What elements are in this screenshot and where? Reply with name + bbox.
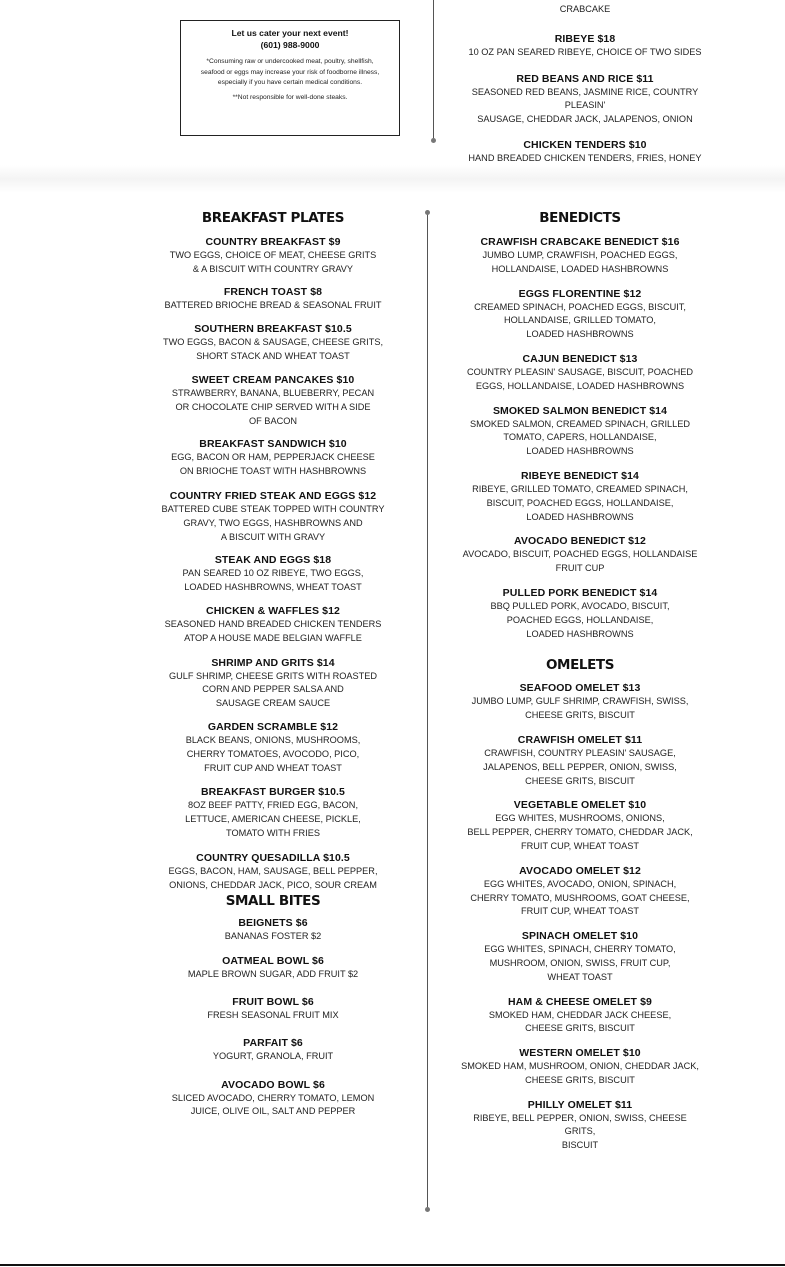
- menu-item-name: RIBEYE $18: [554, 32, 616, 45]
- menu-item-desc: EGG WHITES, SPINACH, CHERRY TOMATO, MUSHROOM, ONION, SWISS, FRUIT CUP, WHEAT TOAST: [484, 944, 676, 982]
- menu-item: [155, 236, 391, 277]
- menu-item: [458, 799, 702, 853]
- menu-item-desc: BANANAS FOSTER $2: [224, 931, 322, 942]
- menu-item-name: BEIGNETS $6: [238, 917, 308, 930]
- bottom-rule: [0, 1264, 785, 1266]
- menu-item-desc: 10 OZ PAN SEARED RIBEYE, CHOICE OF TWO SIDES: [468, 46, 702, 57]
- menu-item-desc: BBQ PULLED PORK, AVOCADO, BISCUIT, POACHED EGGS, HOLLANDAISE, LOADED HASHBROWNS: [490, 600, 670, 639]
- menu-item-desc: EGG, BACON OR HAM, PEPPERJACK CHEESE ON BRIOCHE TOAST WITH HASHBROWNS: [171, 452, 375, 477]
- menu-item-name: COUNTRY BREAKFAST $9: [205, 236, 341, 248]
- menu-item-desc: FRESH SEASONAL FRUIT MIX: [207, 1009, 339, 1020]
- menu-item-name: SEAFOOD OMELET $13: [519, 682, 641, 695]
- menu-item: [452, 3, 718, 17]
- menu-item-name: WESTERN OMELET $10: [519, 1047, 641, 1060]
- menu-item-desc: BATTERED CUBE STEAK TOPPED WITH COUNTRY GRAVY, TWO EGGS, HASHBROWNS AND A BISCUIT WITH GRAVY: [161, 503, 385, 542]
- menu-item: [155, 721, 391, 775]
- menu-item-name: CRAWFISH OMELET $11: [517, 733, 643, 746]
- menu-item-desc: CRABCAKE: [559, 4, 611, 14]
- menu-item-name: COUNTRY QUESADILLA $10.5: [196, 851, 350, 864]
- menu-item-desc: EGGS, BACON, HAM, SAUSAGE, BELL PEPPER, ONIONS, CHEDDAR JACK, PICO, SOUR CREAM: [168, 865, 378, 890]
- menu-item-name: SPINACH OMELET $10: [521, 930, 639, 943]
- menu-item-desc: TWO EGGS, CHOICE OF MEAT, CHEESE GRITS & A BISCUIT WITH COUNTRY GRAVY: [169, 250, 377, 274]
- menu-item-name: FRENCH TOAST $8: [223, 285, 323, 298]
- menu-item-name: CHICKEN TENDERS $10: [523, 138, 647, 151]
- menu-item-name: PHILLY OMELET $11: [527, 1098, 633, 1111]
- menu-item-desc: JUMBO LUMP, GULF SHRIMP, CRAWFISH, SWISS, CHEESE GRITS, BISCUIT: [471, 696, 689, 721]
- menu-item: [155, 374, 391, 428]
- menu-item: [155, 852, 391, 893]
- menu-item: [458, 405, 702, 459]
- menu-item: [155, 1079, 391, 1120]
- menu-item-desc: SMOKED SALMON, CREAMED SPINACH, GRILLED TOMATO, CAPERS, HOLLANDAISE, LOADED HASHBROWNS: [469, 418, 691, 457]
- right-menu-column: [458, 210, 702, 1153]
- menu-item: [155, 438, 391, 479]
- steak-disclaimer: **Not responsible for well-done steaks.: [232, 93, 348, 101]
- menu-item: [458, 734, 702, 788]
- menu-item-name: PULLED PORK BENEDICT $14: [502, 586, 658, 599]
- menu-item-desc: TWO EGGS, BACON & SAUSAGE, CHEESE GRITS, SHORT STACK AND WHEAT TOAST: [162, 337, 384, 362]
- menu-item: [458, 288, 702, 342]
- menu-item-desc: CRAWFISH, COUNTRY PLEASIN' SAUSAGE, JALAPENOS, BELL PEPPER, ONION, SWISS, CHEESE GRITS, BISCUIT: [483, 747, 677, 786]
- menu-item: [155, 554, 391, 595]
- menu-item-name: VEGETABLE OMELET $10: [513, 799, 647, 812]
- menu-item-desc: PAN SEARED 10 OZ RIBEYE, TWO EGGS, LOADED HASHBROWNS, WHEAT TOAST: [182, 568, 364, 593]
- menu-item-desc: 8OZ BEEF PATTY, FRIED EGG, BACON, LETTUCE, AMERICAN CHEESE, PICKLE, TOMATO WITH FRIES: [185, 800, 361, 838]
- page-break: [0, 165, 785, 193]
- menu-item: [155, 996, 391, 1023]
- menu-item: [458, 353, 702, 394]
- divider-bottom-dot: [425, 1207, 430, 1212]
- menu-item: [458, 236, 702, 277]
- menu-item: [458, 470, 702, 524]
- divider-top-dot: [425, 210, 430, 215]
- menu-item-desc: GULF SHRIMP, CHEESE GRITS WITH ROASTED CORN AND PEPPER SALSA AND SAUSAGE CREAM SAUCE: [168, 670, 378, 709]
- menu-item-name: RIBEYE BENEDICT $14: [520, 469, 639, 482]
- menu-item-name: SMOKED SALMON BENEDICT $14: [492, 404, 668, 417]
- menu-item: [458, 996, 702, 1037]
- menu-item: [458, 930, 702, 984]
- catering-title: Let us cater your next event!: [231, 28, 349, 38]
- menu-item-name: STEAK AND EGGS $18: [214, 554, 332, 567]
- menu-item-desc: SEASONED RED BEANS, JASMINE RICE, COUNTRY PLEASIN' SAUSAGE, CHEDDAR JACK, JALAPENOS, ONION: [471, 86, 699, 125]
- menu-item-name: BREAKFAST BURGER $10.5: [201, 786, 345, 799]
- top-right-column: [452, 3, 718, 180]
- menu-item: [458, 865, 702, 919]
- menu-item-desc: SMOKED HAM, CHEDDAR JACK CHEESE, CHEESE GRITS, BISCUIT: [488, 1009, 672, 1034]
- menu-item: [155, 490, 391, 544]
- menu-item-desc: RIBEYE, GRILLED TOMATO, CREAMED SPINACH, BISCUIT, POACHED EGGS, HOLLANDAISE, LOADED HASHBROWNS: [472, 483, 688, 522]
- top-divider-end-dot: [431, 138, 436, 143]
- menu-item: [155, 955, 391, 982]
- menu-item: [155, 323, 391, 364]
- top-column-divider: [433, 0, 434, 140]
- menu-item: [155, 1037, 391, 1064]
- menu-item-desc: COUNTRY PLEASIN' SAUSAGE, BISCUIT, POACHED EGGS, HOLLANDAISE, LOADED HASHBROWNS: [466, 366, 694, 391]
- menu-item-name: SWEET CREAM PANCAKES $10: [191, 373, 355, 386]
- menu-item-name: SOUTHERN BREAKFAST $10.5: [194, 323, 352, 336]
- menu-item-desc: BLACK BEANS, ONIONS, MUSHROOMS, CHERRY TOMATOES, AVOCODO, PICO, FRUIT CUP AND WHEAT TOAST: [185, 734, 361, 773]
- menu-item-desc: SLICED AVOCADO, CHERRY TOMATO, LEMON JUICE, OLIVE OIL, SALT AND PEPPER: [171, 1092, 375, 1117]
- menu-item: [155, 917, 391, 944]
- menu-item-name: GARDEN SCRAMBLE $12: [207, 720, 339, 733]
- menu-item-desc: SEASONED HAND BREADED CHICKEN TENDERS ATOP A HOUSE MADE BELGIAN WAFFLE: [164, 618, 382, 643]
- menu-item-name: COUNTRY FRIED STEAK AND EGGS $12: [169, 489, 377, 502]
- left-menu-column: [155, 210, 391, 1119]
- catering-phone: (601) 988-9000: [260, 40, 320, 50]
- menu-item-name: PARFAIT $6: [243, 1036, 303, 1049]
- menu-item-name: HAM & CHEESE OMELET $9: [508, 995, 652, 1008]
- menu-item: [155, 657, 391, 711]
- section-heading-benedicts: BENEDICTS: [539, 210, 621, 226]
- section-heading-small-bites: SMALL BITES: [225, 893, 321, 910]
- menu-item-name: AVOCADO BENEDICT $12: [514, 535, 646, 548]
- menu-item: [458, 1047, 702, 1088]
- menu-item-desc: JUMBO LUMP, CRAWFISH, POACHED EGGS, HOLLANDAISE, LOADED HASHBROWNS: [482, 250, 678, 274]
- menu-item-name: SHRIMP AND GRITS $14: [211, 656, 335, 669]
- menu-item-desc: EGG WHITES, MUSHROOMS, ONIONS, BELL PEPPER, CHERRY TOMATO, CHEDDAR JACK, FRUIT CUP, WHEAT TOAST: [467, 813, 693, 851]
- menu-item-name: CRAWFISH CRABCAKE BENEDICT $16: [480, 236, 680, 248]
- menu-item-name: RED BEANS AND RICE $11: [516, 72, 654, 85]
- menu-item-desc: AVOCADO, BISCUIT, POACHED EGGS, HOLLANDAISE FRUIT CUP: [462, 549, 698, 574]
- main-column-divider: [427, 213, 428, 1211]
- consumption-warning: *Consuming raw or undercooked meat, poultry, shellfish, seafood or eggs may increase your risk of foodborne illness, especially if you have certain medical conditions.: [200, 58, 380, 86]
- menu-item: [458, 1099, 702, 1153]
- menu-item-name: BREAKFAST SANDWICH $10: [199, 438, 347, 451]
- menu-item-name: AVOCADO BOWL $6: [221, 1078, 325, 1091]
- menu-item-name: CHICKEN & WAFFLES $12: [206, 604, 340, 617]
- menu-item: [155, 786, 391, 840]
- menu-item-name: CAJUN BENEDICT $13: [522, 352, 638, 365]
- menu-item: [458, 682, 702, 723]
- menu-item-name: FRUIT BOWL $6: [232, 995, 314, 1008]
- menu-item-desc: MAPLE BROWN SUGAR, ADD FRUIT $2: [187, 969, 359, 980]
- menu-item-desc: SMOKED HAM, MUSHROOM, ONION, CHEDDAR JACK, CHEESE GRITS, BISCUIT: [461, 1061, 699, 1085]
- section-heading-breakfast-plates: BREAKFAST PLATES: [201, 210, 345, 226]
- menu-item: [458, 587, 702, 641]
- menu-item-name: EGGS FLORENTINE $12: [518, 287, 642, 300]
- menu-item-desc: HAND BREADED CHICKEN TENDERS, FRIES, HONEY: [468, 152, 702, 163]
- menu-item-desc: BATTERED BRIOCHE BREAD & SEASONAL FRUIT: [164, 299, 382, 310]
- menu-item-desc: RIBEYE, BELL PEPPER, ONION, SWISS, CHEESE GRITS, BISCUIT: [473, 1112, 687, 1151]
- menu-item: [155, 286, 391, 313]
- menu-item-desc: STRAWBERRY, BANANA, BLUEBERRY, PECAN OR CHOCOLATE CHIP SERVED WITH A SIDE OF BACON: [171, 387, 375, 426]
- menu-item: [458, 535, 702, 576]
- catering-notice-box: [180, 20, 400, 136]
- menu-item-desc: YOGURT, GRANOLA, FRUIT: [212, 1050, 334, 1061]
- menu-item-desc: EGG WHITES, AVOCADO, ONION, SPINACH, CHERRY TOMATO, MUSHROOMS, GOAT CHEESE, FRUIT CUP, WHEAT TOAST: [470, 878, 690, 917]
- menu-item: [452, 73, 718, 127]
- menu-item: [155, 605, 391, 646]
- menu-item-desc: CREAMED SPINACH, POACHED EGGS, BISCUIT, HOLLANDAISE, GRILLED TOMATO, LOADED HASHBROWNS: [474, 301, 686, 340]
- menu-item-name: AVOCADO OMELET $12: [519, 864, 641, 877]
- menu-item-name: OATMEAL BOWL $6: [222, 955, 324, 968]
- menu-item: [452, 33, 718, 60]
- section-heading-omelets: OMELETS: [545, 657, 615, 674]
